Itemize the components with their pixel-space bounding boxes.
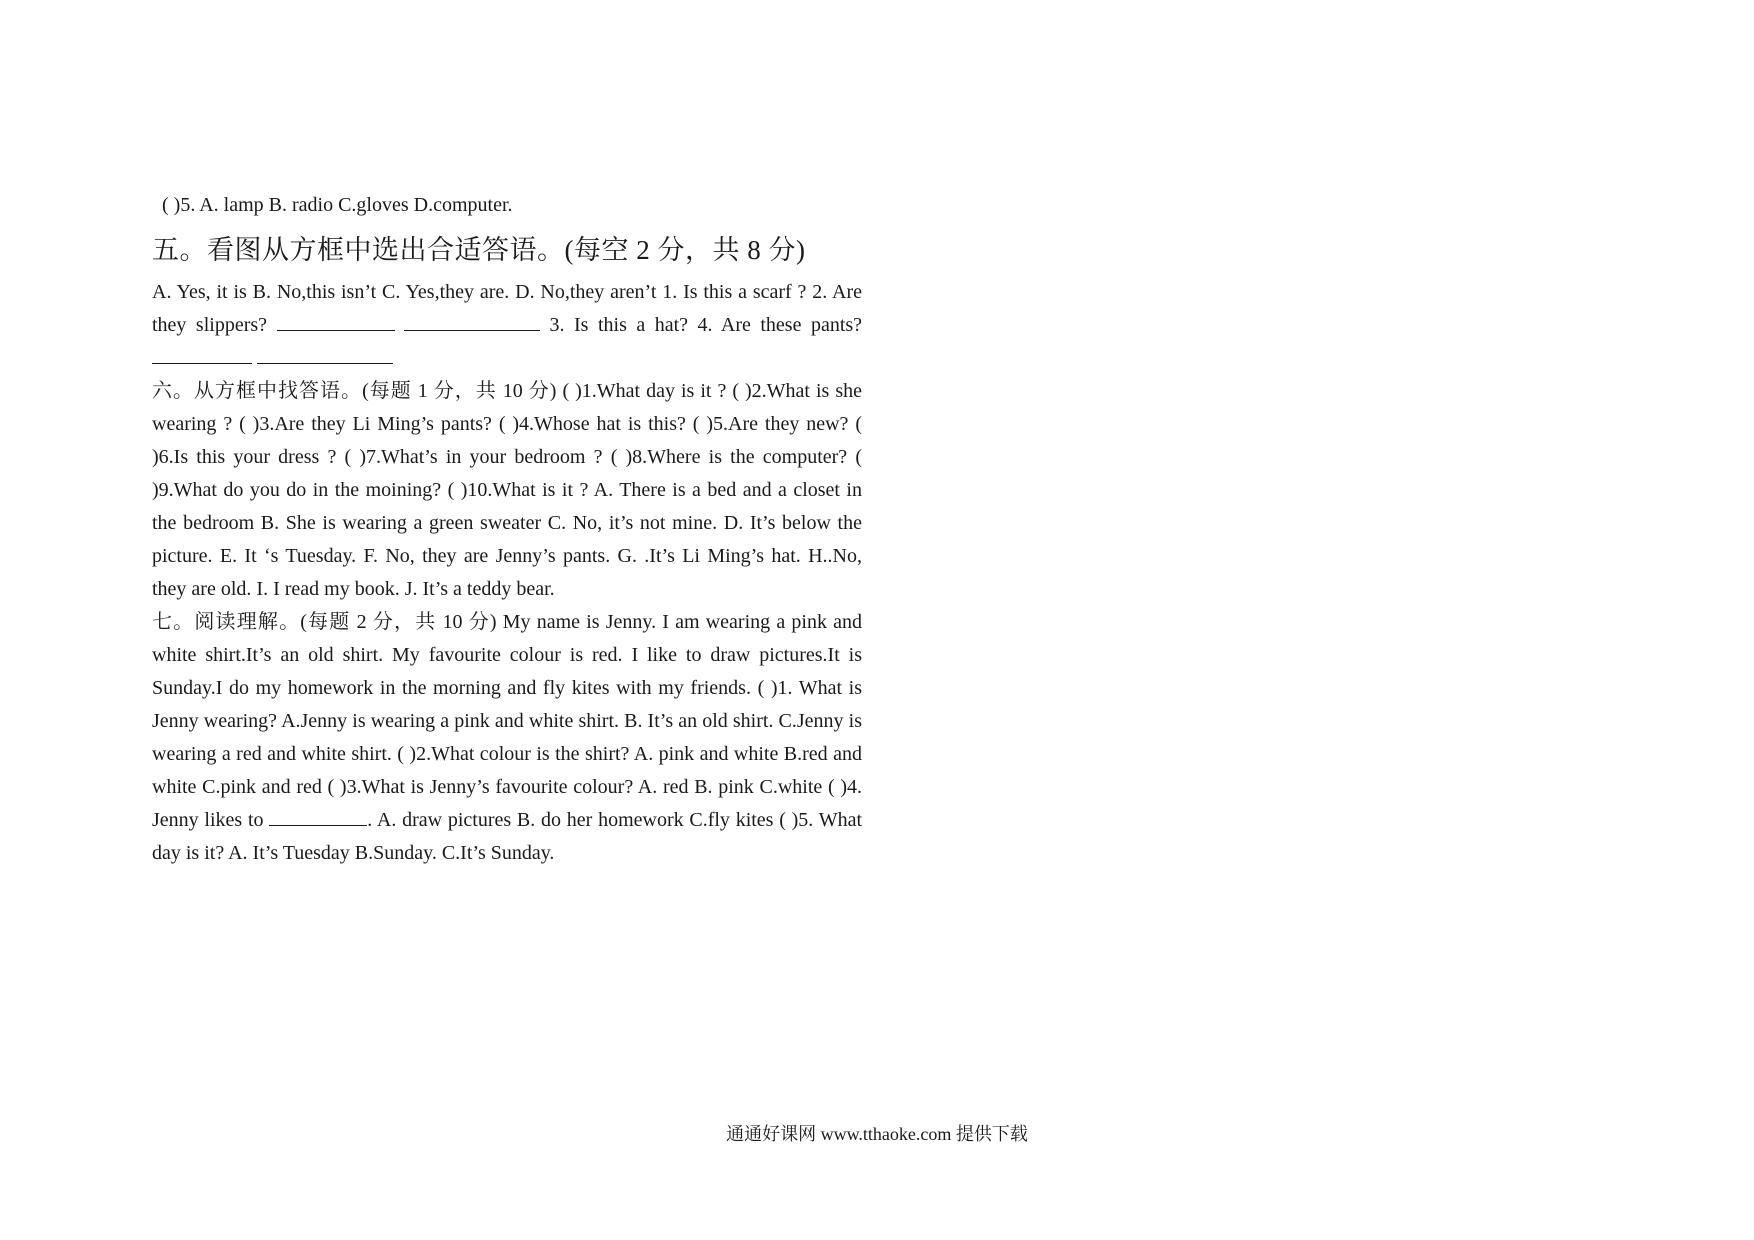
section-7-text-part2: . A. draw pictures B. do her homework C.fly kites ( )5. What day is it? A. It’s Tuesday B.Sunday. C.It’s Sunday. [152, 809, 863, 864]
section-5-text [152, 276, 862, 375]
answer-blank [277, 312, 395, 331]
exam-column [152, 190, 862, 870]
section-7-text [152, 606, 862, 870]
answer-blank [404, 312, 540, 331]
footer-watermark: 通通好课网 www.tthaoke.com 提供下载 [726, 1124, 1028, 1144]
section-5-heading: 五。看图从方框中选出合适答语。(每空 2 分，共 8 分) [152, 235, 806, 265]
answer-blank [152, 345, 252, 364]
answer-blank [269, 807, 367, 826]
section-5-text-part2: 3. Is this a hat? 4. Are these pants? [549, 314, 863, 336]
answer-blank [257, 345, 393, 364]
section-6-text: 六。从方框中找答语。(每题 1 分，共 10 分) ( )1.What day is it ? ( )2.What is she wearing ? ( )3.Are they Li Ming’s pants? ( )4.Whose hat is this? ( )5.Are they new? ( )6.Is this your dress ? ( )7.What’s in your bedroom ? ( )8.Where is the computer? ( )9.What do you do in the moining? ( )10.What is it ? A. There is a bed and a closet in the bedroom B. She is wearing a green sweater C. No, it’s not mine. D. It’s below the picture. E. It ‘s Tuesday. F. No, they are Jenny’s pants. G. .It’s Li Ming’s hat. H..No, they are old. I. I read my book. J. It’s a teddy bear. [152, 380, 862, 600]
question-5-line: ( )5. A. lamp B. radio C.gloves D.computer. [162, 194, 513, 216]
section-7-text-part1: 七。阅读理解。(每题 2 分，共 10 分) My name is Jenny. I am wearing a pink and white shirt.It’s an old shirt. My favourite colour is red. I like to draw pictures.It is Sunday.I do my homework in the morning and fly kites with my friends. ( )1. What is Jenny wearing? A.Jenny is wearing a pink and white shirt. B. It’s an old shirt. C.Jenny is wearing a red and white shirt. ( )2.What colour is the shirt? A. pink and white B.red and white C.pink and red ( )3.What is Jenny’s favourite colour? A. red B. pink C.white ( )4. Jenny likes to [152, 611, 862, 831]
section-5-text-part1: A. Yes, it is B. No,this isn’t C. Yes,they are. D. No,they aren’t 1. Is this a scarf ? 2. Are they slippers? [152, 281, 862, 336]
